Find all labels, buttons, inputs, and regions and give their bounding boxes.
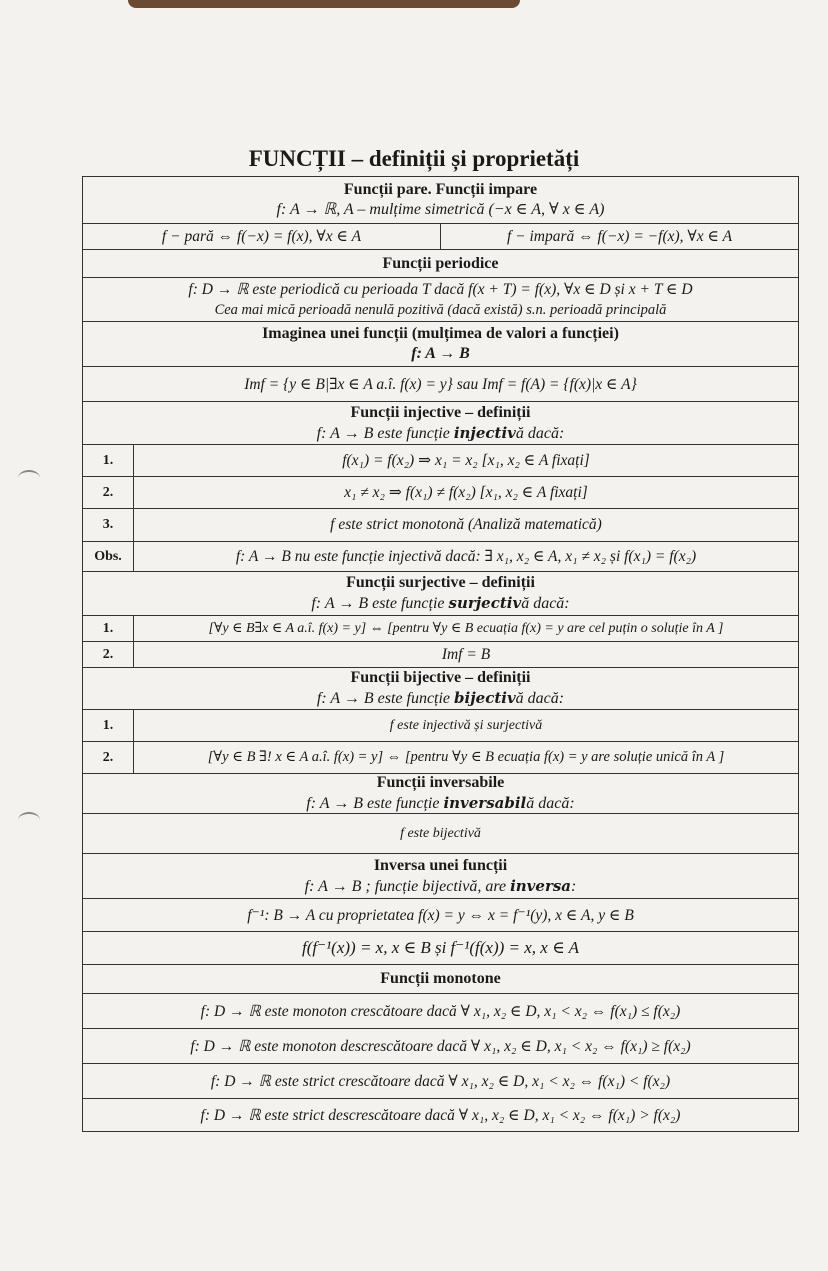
subtitle: f: A → B este funcție bijectivă dacă:: [316, 689, 565, 707]
heading: Funcții inversabile: [376, 774, 505, 791]
table-row: [83, 541, 798, 571]
row-number: 1.: [83, 445, 134, 476]
table-row: [83, 615, 798, 641]
subtitle: f: A → ℝ, A – mulțime simetrică (−x ∈ A, ∀ x ∈ A): [276, 201, 605, 218]
heading: Funcții injective – definiții: [350, 403, 531, 421]
section-heading-surjective: [83, 571, 798, 615]
row-text: f(f⁻¹(x)) = x, x ∈ B și f⁻¹(f(x)) = x, x ∈ A: [301, 938, 579, 957]
row-number: 3.: [83, 509, 134, 541]
heading: Inversa unei funcții: [373, 856, 508, 874]
table-row: [83, 1028, 798, 1063]
even-definition: f − pară ⇔ f(−x) = f(x), ∀x ∈ A: [161, 228, 362, 245]
row-text: f: D → ℝ este monoton crescătoare dacă ∀ x₁, x₂ ∈ D, x₁ < x₂ ⇔ f(x₁) ≤ f(x₂): [200, 1002, 681, 1020]
page-title: FUNCȚII – definiții și proprietăți: [248, 146, 580, 171]
table-row: [83, 444, 798, 476]
table-row: [83, 813, 798, 853]
row-text: f este injectivă și surjectivă: [389, 717, 543, 733]
row-number: 1.: [83, 616, 134, 641]
heading: Funcții bijective – definiții: [350, 669, 531, 686]
table-row: [83, 993, 798, 1028]
heading: Funcții monotone: [380, 970, 501, 987]
functions-table: [82, 176, 799, 1132]
row-text: Imf = B: [441, 645, 491, 663]
row-text: [∀y ∈ B ∃! x ∈ A a.î. f(x) = y] ⇔ [pentru ∀y ∈ B ecuația f(x) = y are soluție unică în A ]: [207, 749, 725, 765]
punch-hole-mark: [18, 812, 40, 828]
table-row: [83, 476, 798, 508]
section-heading-monotone: [83, 964, 798, 993]
row-text: f: A → B nu este funcție injectivă dacă: ∃ x₁, x₂ ∈ A, x₁ ≠ x₂ și f(x₁) = f(x₂): [235, 548, 697, 565]
subtitle: f: A → B ; funcție bijectivă, are inversa:: [304, 876, 577, 895]
section-heading-inversa: [83, 853, 798, 898]
section-heading-bijective: [83, 667, 798, 709]
section-heading-imagine: [83, 321, 798, 366]
table-row: [83, 508, 798, 541]
image-formula: Imf = {y ∈ B|∃x ∈ A a.î. f(x) = y} sau Imf = f(A) = {f(x)|x ∈ A}: [244, 375, 637, 393]
row-text: f: D → ℝ este strict descrescătoare dacă ∀ x₁, x₂ ∈ D, x₁ < x₂ ⇔ f(x₁) > f(x₂): [200, 1106, 681, 1124]
table-row: [83, 931, 798, 964]
heading: Funcții periodice: [382, 254, 499, 272]
section-heading-pare: [83, 177, 798, 223]
row-number: 2.: [83, 742, 134, 773]
row-text: f: D → ℝ este monoton descrescătoare dacă ∀ x₁, x₂ ∈ D, x₁ < x₂ ⇔ f(x₁) ≥ f(x₂): [190, 1037, 691, 1055]
subtitle: f: A → B este funcție surjectivă dacă:: [311, 594, 570, 612]
section-heading-injective: [83, 401, 798, 444]
row-text: x₁ ≠ x₂ ⇒ f(x₁) ≠ f(x₂) [x₁, x₂ ∈ A fixați]: [344, 484, 588, 501]
subtitle: f: A → B este funcție inversabilă dacă:: [306, 794, 575, 812]
principal-period-note: Cea mai mică perioadă nenulă pozitivă (dacă există) s.n. perioadă principală: [214, 301, 667, 318]
row-image-formula: [83, 366, 798, 401]
row-text: f: D → ℝ este strict crescătoare dacă ∀ x₁, x₂ ∈ D, x₁ < x₂ ⇔ f(x₁) < f(x₂): [210, 1072, 671, 1090]
table-row: [83, 741, 798, 773]
subtitle: f: A → B este funcție injectivă dacă:: [316, 423, 565, 442]
row-periodic-def: [83, 277, 798, 321]
section-heading-periodice: [83, 249, 798, 277]
section-heading-inversabile: [83, 773, 798, 813]
heading: Imaginea unei funcții (mulțimea de valori a funcției): [262, 325, 619, 342]
table-row: [83, 641, 798, 667]
table-row: [83, 1063, 798, 1098]
odd-definition: f − impară ⇔ f(−x) = −f(x), ∀x ∈ A: [440, 224, 798, 249]
table-row: [83, 1098, 798, 1131]
heading: Funcții surjective – definiții: [346, 574, 535, 591]
binder-edge: [128, 0, 520, 8]
row-number: Obs.: [83, 542, 134, 571]
row-number: 2.: [83, 477, 134, 508]
row-text: f este bijectivă: [400, 825, 481, 841]
row-para-impara: [83, 223, 798, 249]
table-row: [83, 709, 798, 741]
subtitle: f: A → B: [411, 345, 470, 362]
row-text: f(x₁) = f(x₂) ⇒ x₁ = x₂ [x₁, x₂ ∈ A fixați]: [342, 452, 590, 469]
table-row: [83, 898, 798, 931]
row-text: f este strict monotonă (Analiză matematică): [330, 516, 602, 533]
punch-hole-mark: [18, 470, 40, 486]
heading: Funcții pare. Funcții impare: [343, 181, 538, 198]
row-text: [∀y ∈ B∃x ∈ A a.î. f(x) = y] ⇔ [pentru ∀y ∈ B ecuația f(x) = y are cel puțin o soluție în A ]: [208, 621, 724, 636]
row-text: f⁻¹: B → A cu proprietatea f(x) = y ⇔ x = f⁻¹(y), x ∈ A, y ∈ B: [247, 906, 634, 924]
row-number: 2.: [83, 642, 134, 667]
periodic-definition: f: D → ℝ este periodică cu perioada T dacă f(x + T) = f(x), ∀x ∈ D și x + T ∈ D: [188, 280, 693, 298]
row-number: 1.: [83, 710, 134, 741]
